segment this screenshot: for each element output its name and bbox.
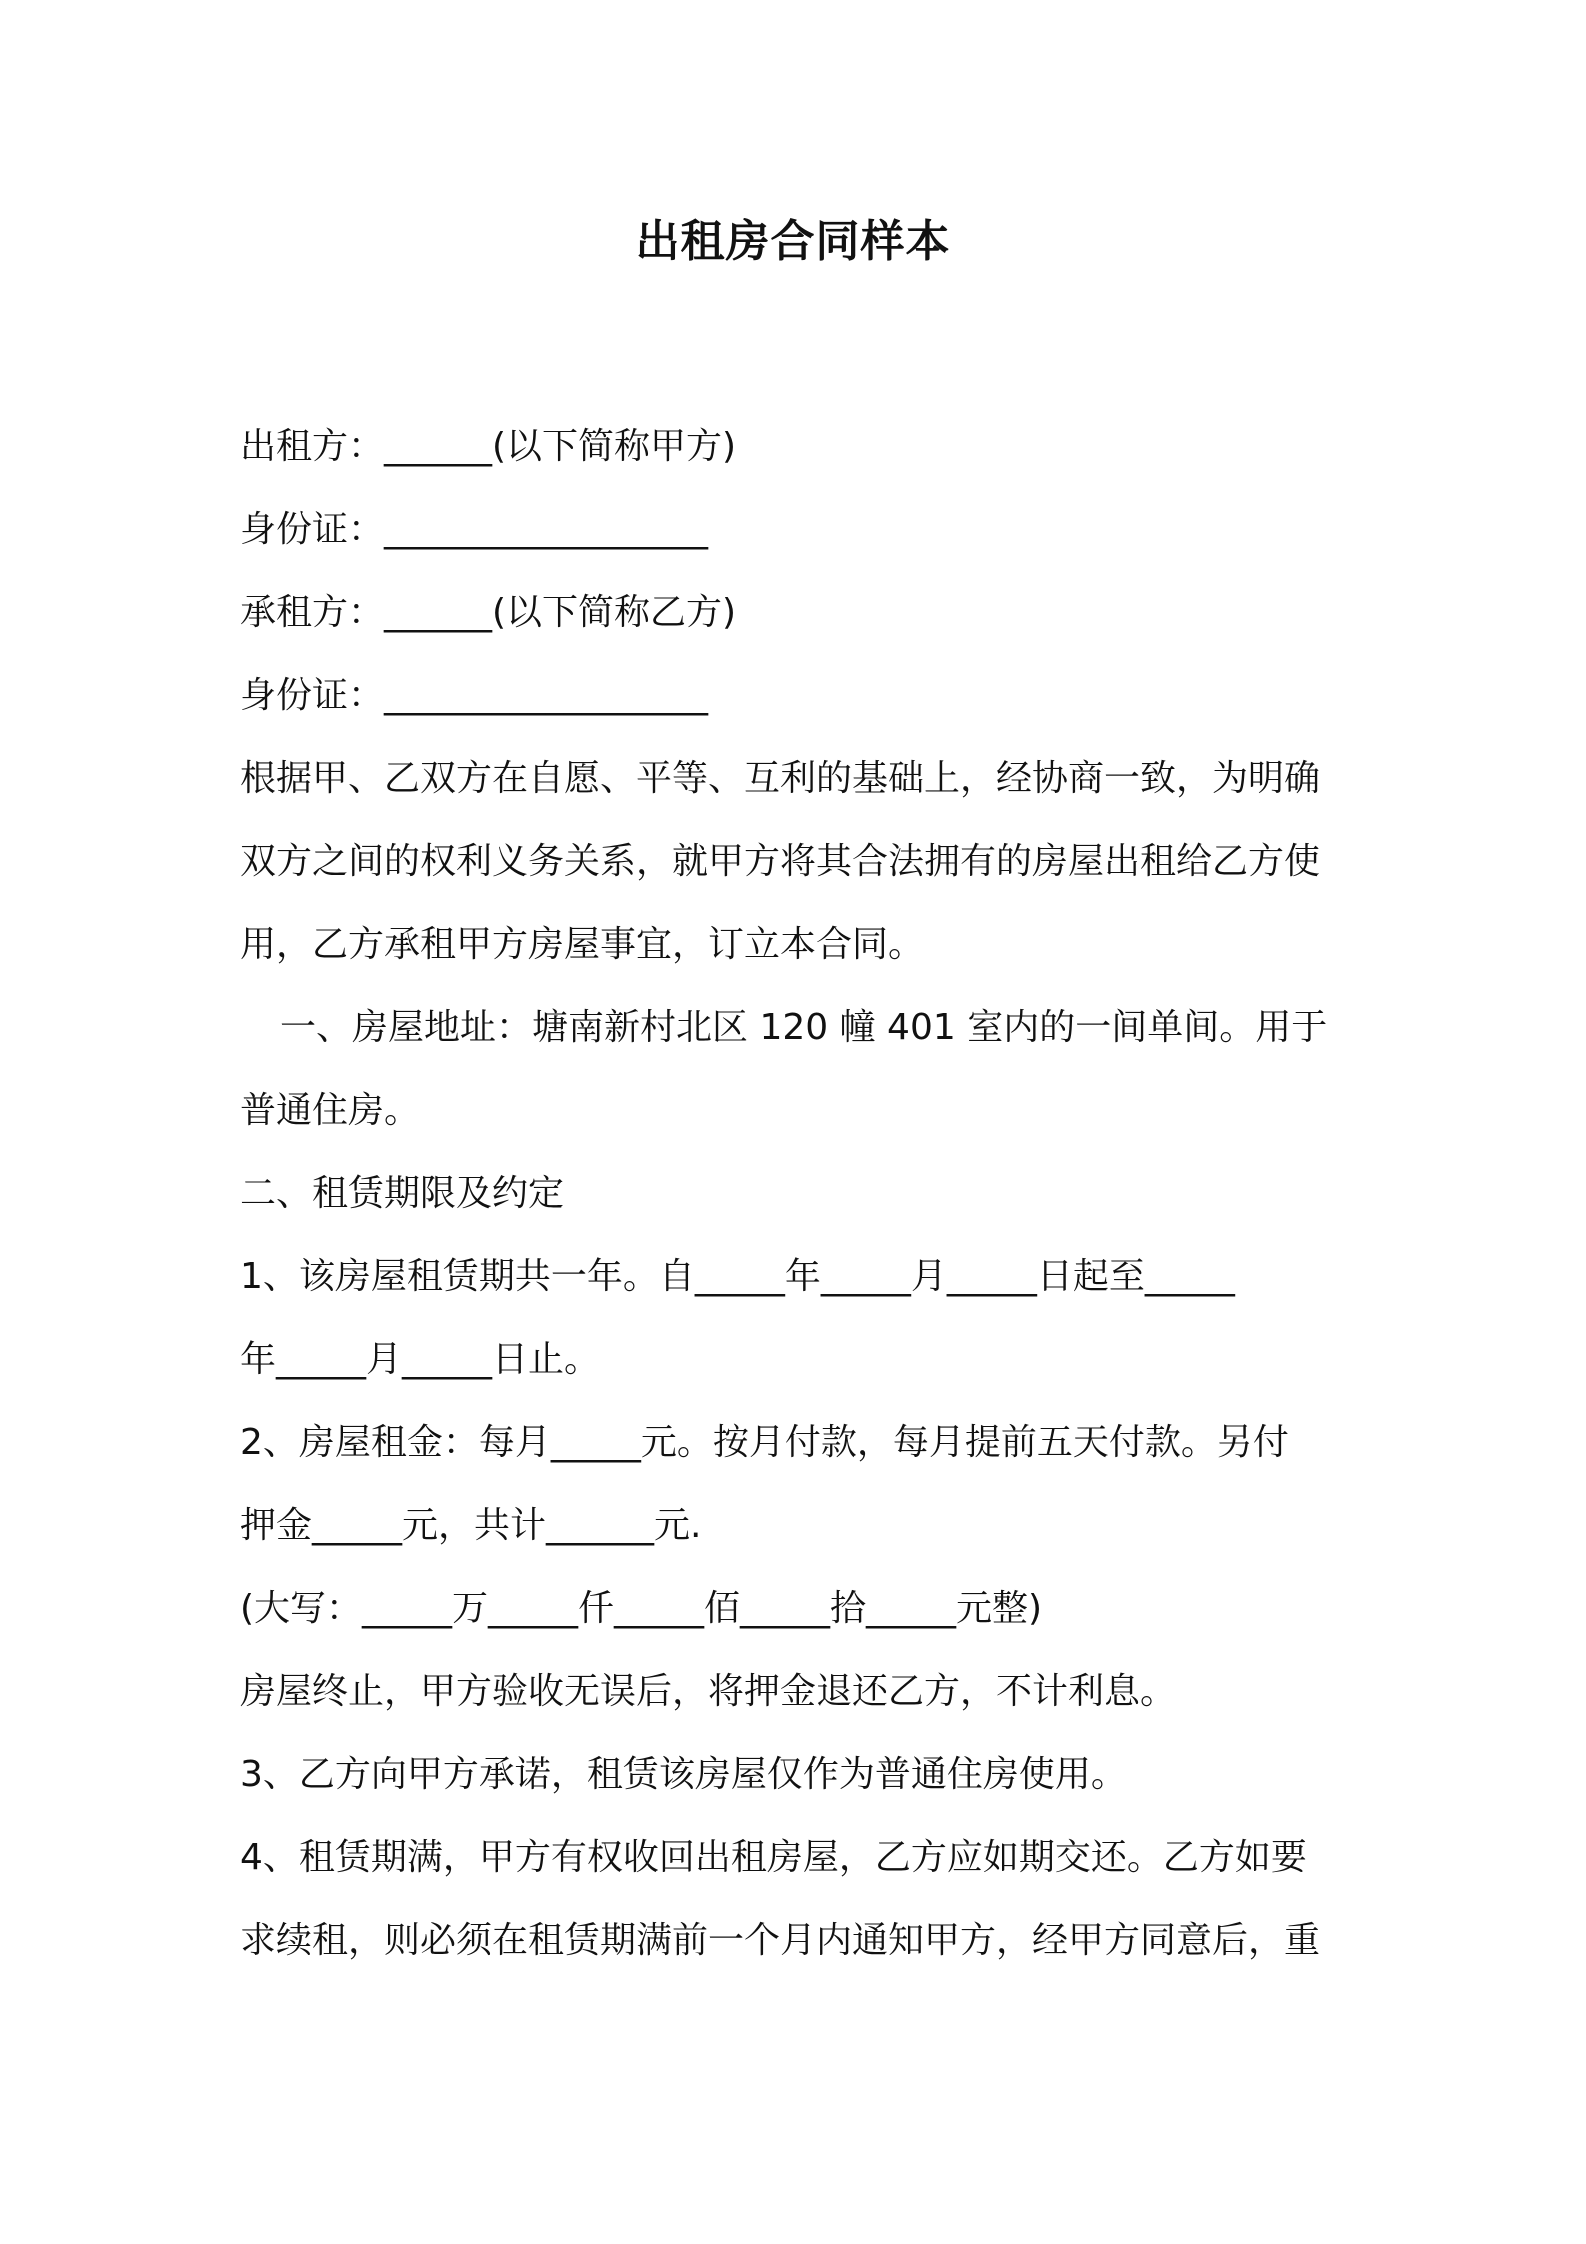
clause-usage-line: 3、乙方向甲方承诺，租赁该房屋仅作为普通住房使用。 <box>240 1754 1127 1795</box>
clause-renewal-line: 求续租，则必须在租赁期满前一个月内通知甲方，经甲方同意后，重 <box>240 1920 1321 1961</box>
clause-term-line: 年_____月_____日止。 <box>240 1339 601 1380</box>
preamble-line: 双方之间的权利义务关系，就甲方将其合法拥有的房屋出租给乙方使 <box>240 841 1321 882</box>
lessor-line: 出租方：______(以下简称甲方) <box>240 426 737 467</box>
lessee-id-line: 身份证：__________________ <box>240 675 709 716</box>
contract-body <box>240 405 1355 1982</box>
clause-term-line: 1、该房屋租赁期共一年。自_____年_____月_____日起至_____ <box>240 1256 1235 1297</box>
lessee-line: 承租方：______(以下简称乙方) <box>240 592 737 633</box>
preamble-line: 用，乙方承租甲方房屋事宜，订立本合同。 <box>240 924 925 965</box>
section-heading: 二、租赁期限及约定 <box>240 1173 565 1214</box>
clause-rent-line: 2、房屋租金：每月_____元。按月付款，每月提前五天付款。另付 <box>240 1422 1289 1463</box>
amount-in-words-line: (大写：_____万_____仟_____佰_____拾_____元整) <box>240 1588 1043 1629</box>
clause-rent-line: 押金_____元，共计______元. <box>240 1505 702 1546</box>
lessor-id-line: 身份证：__________________ <box>240 509 709 550</box>
clause-renewal-line: 4、租赁期满，甲方有权收回出租房屋，乙方应如期交还。乙方如要 <box>240 1837 1307 1878</box>
deposit-return-line: 房屋终止，甲方验收无误后，将押金退还乙方，不计利息。 <box>240 1671 1177 1712</box>
preamble-line: 根据甲、乙双方在自愿、平等、互利的基础上，经协商一致，为明确 <box>240 758 1321 799</box>
clause-address-line: 普通住房。 <box>240 1090 421 1131</box>
clause-address-line: 一、房屋地址：塘南新村北区 120 幢 401 室内的一间单间。用于 <box>280 1007 1328 1048</box>
document-title: 出租房合同样本 <box>635 216 951 267</box>
